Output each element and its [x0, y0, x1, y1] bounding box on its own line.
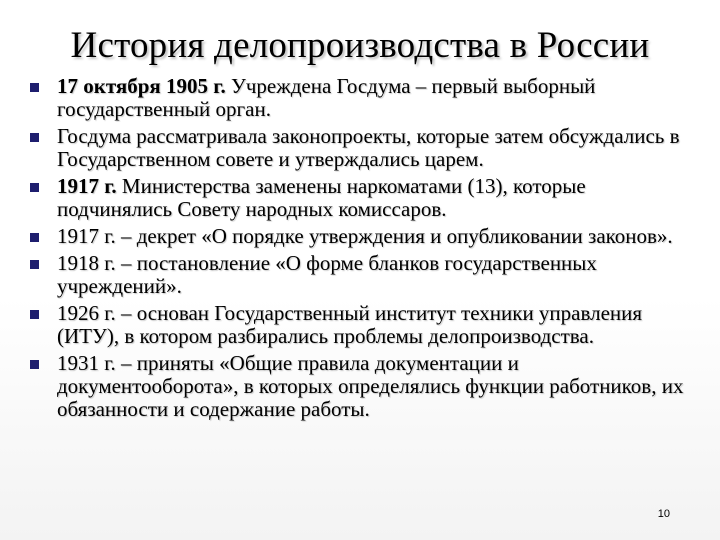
square-bullet-icon: [30, 360, 39, 369]
bullet-text: Учреждена Госдума – первый выборный государственный орган.: [57, 74, 596, 121]
square-bullet-icon: [30, 260, 39, 269]
bullet-text: Госдума рассматривала законопроекты, которые затем обсуждались в Государственном совете и утверждались царем.: [57, 124, 680, 171]
square-bullet-icon: [30, 233, 39, 242]
bullet-item-5: [30, 252, 705, 298]
square-bullet-icon: [30, 83, 39, 92]
bullet-item-4: [30, 225, 705, 248]
square-bullet-icon: [30, 310, 39, 319]
bullet-text: 1917 г. – декрет «О порядке утверждения и опубликовании законов».: [57, 224, 673, 248]
bullet-text: 1918 г. – постановление «О форме бланков государственных учреждений».: [57, 251, 597, 298]
bullet-item-6: [30, 302, 705, 348]
bullet-item-1: [30, 75, 705, 121]
bullet-item-2: [30, 125, 705, 171]
bullet-list: [30, 75, 705, 425]
bullet-date: 1917 г.: [57, 174, 117, 198]
slide-title: История делопроизводства в России: [70, 25, 650, 66]
bullet-text: Министерства заменены наркоматами (13), которые подчинялись Совету народных комиссаров.: [57, 174, 586, 221]
bullet-text: 1931 г. – приняты «Общие правила документации и документооборота», в которых определялись функции работников, их обязанности и содержание работы.: [57, 351, 684, 421]
page-number: 10: [657, 508, 670, 520]
bullet-item-7: [30, 352, 705, 421]
bullet-item-3: [30, 175, 705, 221]
square-bullet-icon: [30, 183, 39, 192]
bullet-text: 1926 г. – основан Государственный институт техники управления (ИТУ), в котором разбирались проблемы делопроизводства.: [57, 301, 643, 348]
square-bullet-icon: [30, 133, 39, 142]
bullet-date: 17 октября 1905 г.: [57, 74, 226, 98]
